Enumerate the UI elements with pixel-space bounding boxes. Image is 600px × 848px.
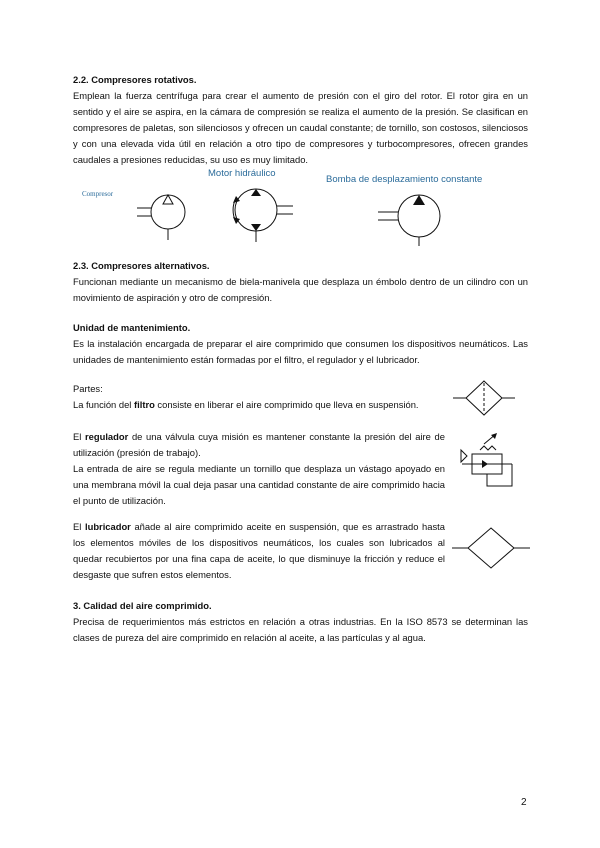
motor-hidraulico-label: Motor hidráulico xyxy=(208,168,276,179)
heading-calidad-aire: 3. Calidad del aire comprimido. xyxy=(73,600,212,611)
paragraph-regulador-entrada: La entrada de aire se regula mediante un tornillo que desplaza un vástago apoyado en una membrana móvil la cual deja pasar una cantidad constante de aire comprimido hacia el punto de utilización. xyxy=(73,463,445,506)
paragraph-calidad-aire: Precisa de requerimientos más estrictos en relación a otras industrias. En la ISO 8573 se determinan las clases de pureza del aire comprimido en relación al aceite, a las partículas y al agua. xyxy=(73,616,528,643)
paragraph-filtro: La función del filtro consiste en liberar el aire comprimido que lleva en suspensión. xyxy=(73,399,419,410)
paragraph-lubricador: El lubricador añade al aire comprimido aceite en suspensión, que es arrastrado hasta los elementos móviles de los dispositivos neumáticos, los cuales son lubricados al quedar recubiertos por una fina capa de aceite, lo que disminuye la fricción y reduce el desgaste que sufren estos elementos. xyxy=(73,521,445,580)
heading-compresores-rotativos: 2.2. Compresores rotativos. xyxy=(73,74,197,85)
bomba-desplazamiento-label: Bomba de desplazamiento constante xyxy=(326,174,483,185)
paragraph-compresores-rotativos: Emplean la fuerza centrífuga para crear el aumento de presión con el giro del rotor. El rotor gira en un sentido y el aire se aspira, en la cámara de compresión se realiza el aumento de la presión. Se clasifican en compresores de paletas, son silenciosos y ofrecen un caudal constante; de tornillo, son costosos, silenciosos y con una elevada vida útil en relación a otro tipo de compresores y turbocompresores, ofrecen grandes caudales a presiones reducidas, su uso es muy limitado. xyxy=(73,90,528,165)
paragraph-compresores-alternativos: Funcionan mediante un mecanismo de biela-manivela que desplaza un émbolo dentro de un cilindro con un movimiento de aspiración y otro de compresión. xyxy=(73,276,528,303)
heading-unidad-mantenimiento: Unidad de mantenimiento. xyxy=(73,322,191,333)
heading-compresores-alternativos: 2.3. Compresores alternativos. xyxy=(73,260,210,271)
paragraph-unidad-mantenimiento: Es la instalación encargada de preparar el aire comprimido que consumen los dispositivos neumáticos. Las unidades de mantenimiento están formadas por el filtro, el regulador y el lubricador. xyxy=(73,338,528,365)
page-number: 2 xyxy=(521,797,527,808)
compresor-label: Compresor xyxy=(82,190,114,198)
paragraph-regulador: El regulador de una válvula cuya misión es mantener constante la presión del aire de utilización (presión de trabajo). xyxy=(73,431,445,458)
partes-label: Partes: xyxy=(73,383,103,394)
